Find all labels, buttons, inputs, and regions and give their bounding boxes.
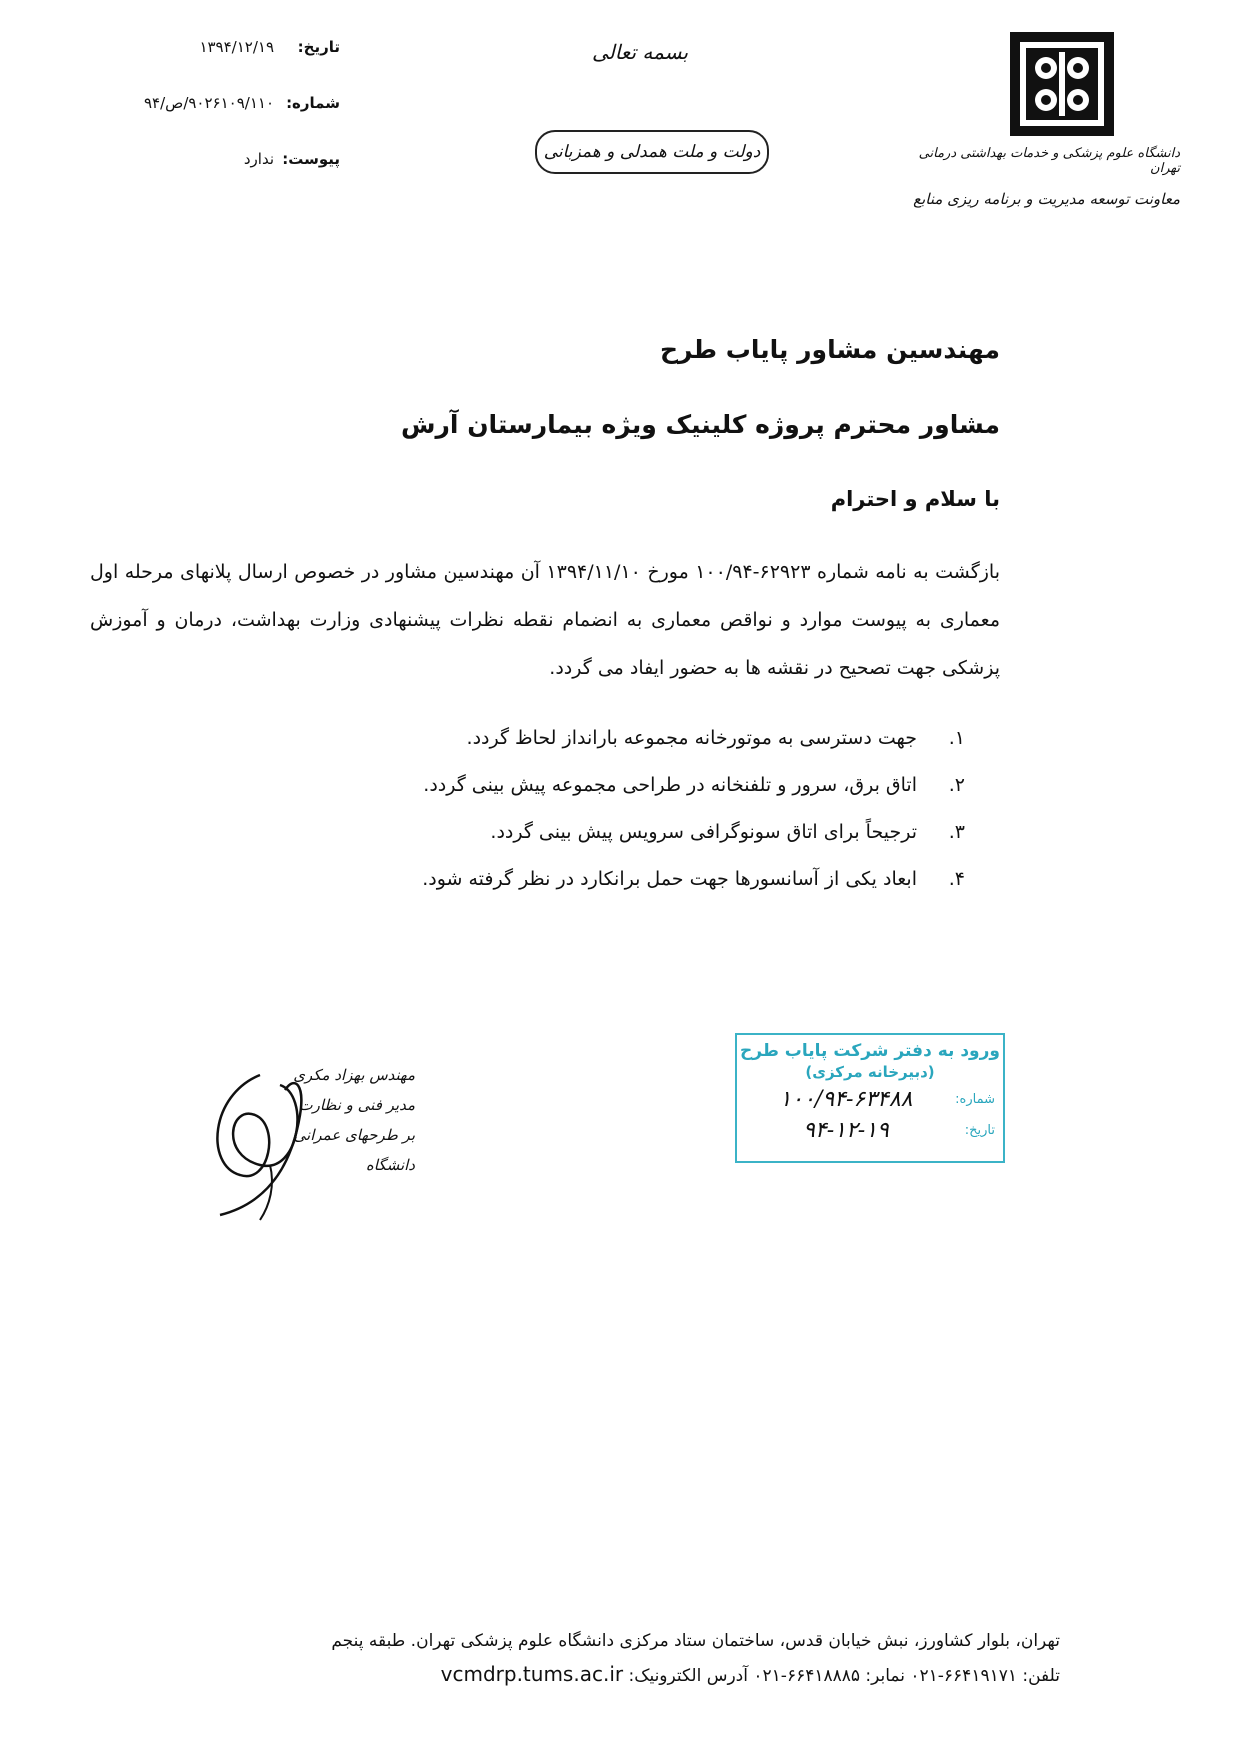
signatory-title-2: بر طرحهای عمرانی دانشگاه	[293, 1126, 415, 1174]
stamp-date-row	[737, 1118, 1003, 1143]
university-logo-icon	[1008, 30, 1116, 138]
number-row	[120, 94, 340, 150]
stamp-date-label: تاریخ:	[964, 1123, 995, 1138]
list-item	[300, 761, 965, 808]
list-item	[300, 714, 965, 761]
letter-meta	[120, 38, 340, 206]
date-label: تاریخ:	[297, 38, 340, 56]
signatory-name: مهندس بهزاد مکری	[293, 1066, 415, 1084]
organization-name	[900, 146, 1180, 208]
list-item	[300, 808, 965, 855]
stamp-title: ورود به دفتر شرکت پایاب طرح	[740, 1041, 1000, 1061]
stamp-subtitle: (دبیرخانه مرکزی)	[805, 1063, 935, 1081]
items-list	[300, 714, 965, 902]
body-paragraph: بازگشت به نامه شماره ۶۲۹۲۳-۱۰۰/۹۴ مورخ ۱۳۹۴/۱۱/۱۰ آن مهندسین مشاور در خصوص ارسال پلانهای مرحله اول معماری به پیوست موارد و نواقص معماری به انضمام نقطه نظرات پیشنهادی وزارت بهداشت، درمان و آموزش پزشکی جهت تصحیح در نقشه ها به حضور ایفاد می گردد.	[90, 561, 1000, 679]
list-item-text: ابعاد یکی از آسانسورها جهت حمل برانکارد در نظر گرفته شود.	[422, 867, 917, 890]
greeting: با سلام و احترام	[830, 487, 1000, 511]
footer-contact	[200, 1658, 1060, 1693]
number-value: ۹۰۲۶۱۰۹/۱۱۰/ص/۹۴	[144, 94, 274, 112]
attachment-row	[120, 150, 340, 206]
list-item-number: ۳.	[948, 820, 965, 843]
signature-block	[285, 1060, 415, 1180]
number-label: شماره:	[286, 94, 340, 112]
signatory-title: مدیر فنی و نظارت	[298, 1096, 415, 1114]
bismillah: بسمه تعالی	[591, 40, 689, 64]
stamp-date-value: ۹۴-۱۲-۱۹	[803, 1118, 889, 1143]
subject-line: مشاور محترم پروژه کلینیک ویژه بیمارستان آرش	[401, 410, 1000, 439]
list-item-number: ۲.	[948, 773, 965, 796]
org-department: معاونت توسعه مدیریت و برنامه ریزی منابع	[913, 190, 1180, 208]
footer-url-link[interactable]: vcmdrp.tums.ac.ir	[440, 1662, 624, 1686]
received-stamp	[735, 1033, 1005, 1163]
stamp-number-value: ۱۰۰/۹۴-۶۳۴۸۸	[779, 1087, 913, 1112]
footer	[200, 1625, 1060, 1693]
stamp-number-label: شماره:	[955, 1092, 995, 1107]
footer-address: تهران، بلوار کشاورز، نبش خیابان قدس، ساختمان ستاد مرکزی دانشگاه علوم پزشکی تهران. طبقه پنجم	[331, 1631, 1060, 1651]
list-item-number: ۱.	[948, 726, 965, 749]
date-value: ۱۳۹۴/۱۲/۱۹	[199, 38, 274, 56]
org-university: دانشگاه علوم پزشکی و خدمات بهداشتی درمانی تهران	[918, 146, 1180, 176]
list-item-text: جهت دسترسی به موتورخانه مجموعه بارانداز لحاظ گردد.	[466, 726, 917, 749]
list-item	[300, 855, 965, 902]
stamp-number-row	[737, 1087, 1003, 1112]
recipient: مهندسین مشاور پایاب طرح	[659, 335, 1000, 364]
list-item-text: اتاق برق، سرور و تلفنخانه در طراحی مجموعه پیش بینی گردد.	[423, 773, 917, 796]
attachment-label: پیوست:	[282, 150, 340, 168]
list-item-number: ۴.	[948, 867, 965, 890]
slogan-banner: دولت و ملت همدلی و همزبانی	[535, 130, 769, 174]
attachment-value: ندارد	[243, 150, 274, 168]
footer-contact-info: تلفن: ۶۶۴۱۹۱۷۱-۰۲۱ نمابر: ۶۶۴۱۸۸۸۵-۰۲۱ آدرس الکترونیک:	[628, 1666, 1060, 1686]
date-row	[120, 38, 340, 94]
list-item-text: ترجیحاً برای اتاق سونوگرافی سرویس پیش بینی گردد.	[490, 820, 917, 843]
